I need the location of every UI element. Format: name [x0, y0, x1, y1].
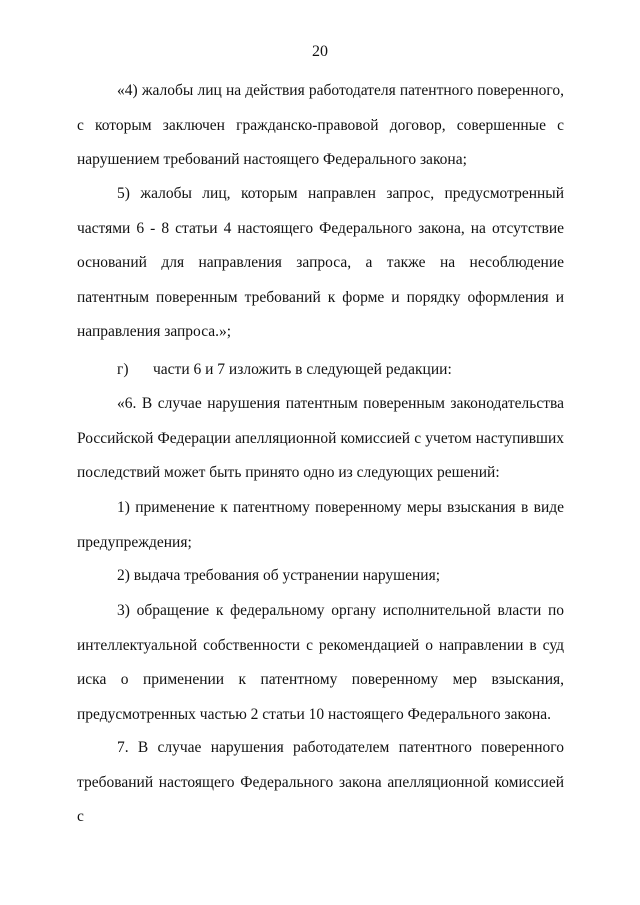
paragraph-6-violation: «6. В случае нарушения патентным поверенным законодательства Российской Федерации апелляционной комиссией с учетом наступивших последствий может быть принято одно из следующих решений:	[77, 395, 564, 481]
list-item-g-letter: г)	[117, 361, 129, 378]
paragraph-measure-warning: 1) применение к патентному поверенному меры взыскания в виде предупреждения;	[77, 499, 564, 551]
paragraph-complaints-employer: «4) жалобы лиц на действия работодателя патентного поверенного, с которым заключен гражданско-правовой договор, совершенные с нарушением требований настоящего Федерального закона;	[77, 82, 564, 168]
page-number: 20	[312, 43, 328, 60]
paragraph-measure-appeal: 3) обращение к федеральному органу исполнительной власти по интеллектуальной собственности с рекомендацией о направлении в суд иска о применении к патентному поверенному мер взыскания, предусмотренных частью 2 статьи 10 настоящего Федерального закона.	[77, 602, 564, 723]
list-item-g	[117, 353, 452, 388]
paragraph-complaints-request: 5) жалобы лиц, которым направлен запрос, предусмотренный частями 6 - 8 статьи 4 настоящего Федерального закона, на отсутствие оснований для направления запроса, а также на несоблюдение патентным поверенным требований к форме и порядку оформления и направления запроса.»;	[77, 185, 564, 340]
paragraph-7-employer-violation: 7. В случае нарушения работодателем патентного поверенного требований настоящего Федерального закона апелляционной комиссией с	[77, 739, 564, 825]
list-item-g-text: части 6 и 7 изложить в следующей редакции:	[153, 361, 452, 378]
paragraph-measure-requirement: 2) выдача требования об устранении нарушения;	[117, 567, 441, 584]
